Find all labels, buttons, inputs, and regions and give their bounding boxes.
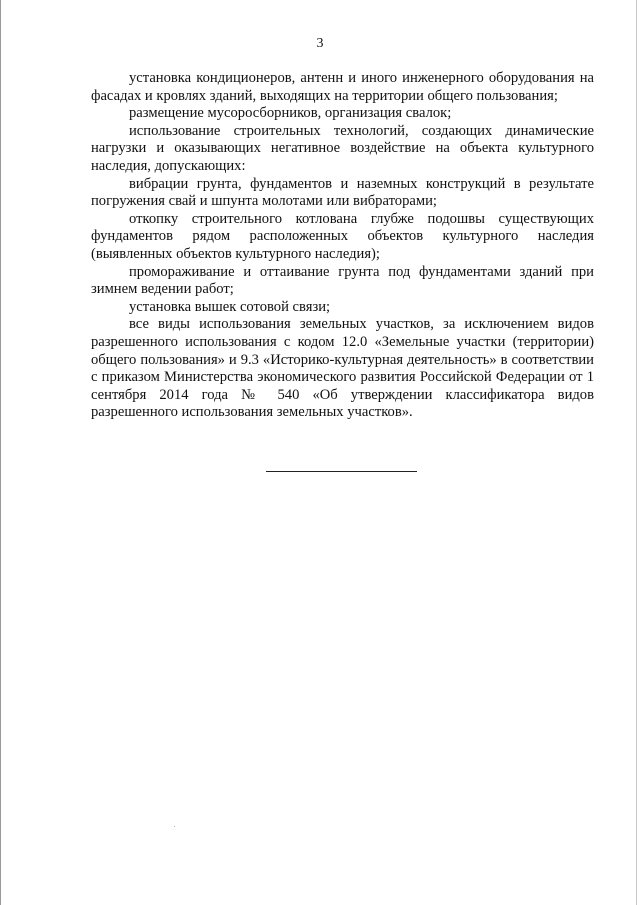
end-of-document-rule bbox=[266, 471, 417, 472]
scan-right-edge bbox=[636, 0, 637, 905]
paragraph-land-use: все виды использования земельных участков, за исключением видов разрешенного использования с кодом 12.0 «Земельные участки (территории) общего пользования» и 9.3 «Историко-культурная деятельность» в соответствии с приказом Министерства экономического развития Российской Федерации от 1 сентября 2014 года № 540 «Об утверждении классификатора видов разрешенного использования земельных участков». bbox=[91, 316, 594, 421]
paragraph-garbage: размещение мусоросборников, организация свалок; bbox=[129, 105, 452, 122]
page-number: 3 bbox=[316, 36, 324, 51]
paragraph-air-conditioners: установка кондиционеров, антенн и иного инженерного оборудования на фасадах и кровлях зданий, выходящих на территории общего пользования; bbox=[91, 70, 594, 104]
paragraph-vibrations: вибрации грунта, фундаментов и наземных конструкций в результате погружения свай и шпунта молотами или вибраторами; bbox=[91, 175, 594, 210]
scan-left-edge bbox=[0, 0, 1, 905]
paragraph-cell-towers: установка вышек сотовой связи; bbox=[129, 298, 331, 315]
paragraph-excavation: откопку строительного котлована глубже подошвы существующих фундаментов рядом расположенных объектов культурного наследия (выявленных объектов культурного наследия); bbox=[91, 210, 594, 262]
paragraph-construction-technologies: использование строительных технологий, создающих динамические нагрузки и оказывающих негативное воздействие на объекта культурного наследия, допускающих: bbox=[91, 122, 594, 174]
scan-speck bbox=[174, 826, 175, 827]
document-body bbox=[91, 70, 594, 422]
paragraph-freezing: промораживание и оттаивание грунта под фундаментами зданий при зимнем ведении работ; bbox=[91, 263, 594, 298]
